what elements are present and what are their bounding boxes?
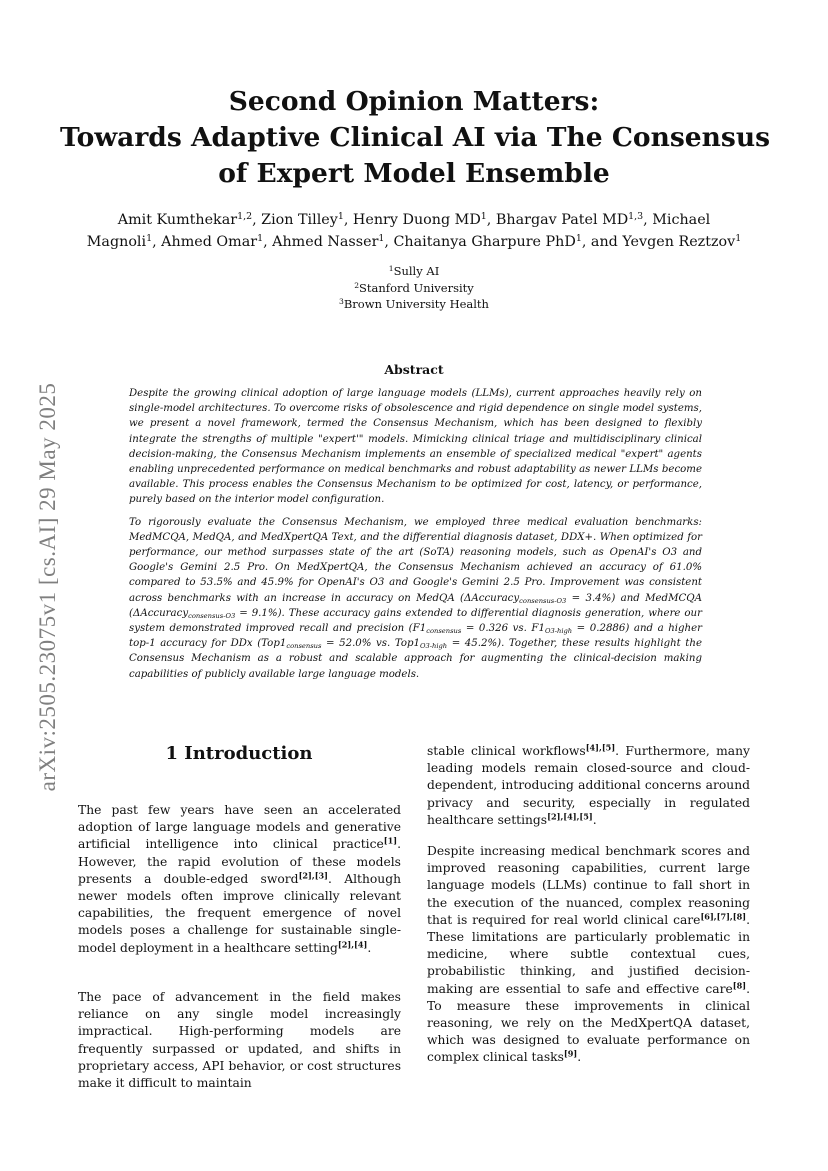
title-line-2: Towards Adaptive Clinical AI via The Consensus bbox=[60, 122, 771, 153]
abstract-paragraph-2: To rigorously evaluate the Consensus Mechanism, we employed three medical evaluation benchmarks: MedMCQA, MedQA, and MedXpertQA Text, and the differential diagnosis dataset, DDX+. When optimized for performance, our method surpasses state of the art (SoTA) reasoning models, such as OpenAI's O3 and Google's Gemini 2.5 Pro. On MedXpertQA, the Consensus Mechanism achieved an accuracy of 61.0% compared to 53.5% and 45.9% for OpenAI's O3 and Google's Gemini 2.5 Pro. Improvement was consistent across benchmarks with an increase in accuracy on MedQA (ΔAccuracy$_{consensus-O3}$ = 3.4%) and MedMCQA (ΔAccuracy$_{consensus-O3}$ = 9.1%). These accuracy gains extended to differential diagnosis generation, where our system demonstrated improved recall and precision ($F1_{consensus} = 0.326$ vs. $F1_{O3-high} = 0.2886$) and a higher top-1 accuracy for DDx ($Top1_{consensus} = 52.0\%$ vs. $Top1_{O3-high} = 45.2\%$). Together, these results highlight the Consensus Mechanism as a robust and scalable approach for augmenting the clinical-decision making capabilities of publicly available large language models. bbox=[129, 516, 703, 680]
affiliations bbox=[200, 263, 628, 313]
citation: [8] bbox=[732, 980, 747, 991]
title-line-3: of Expert Model Ensemble bbox=[218, 158, 610, 189]
citation: [1] bbox=[383, 835, 398, 846]
title-line-1: Second Opinion Matters: bbox=[228, 86, 600, 117]
section-heading-introduction: 1 Introduction bbox=[165, 743, 313, 764]
arxiv-identifier bbox=[34, 345, 62, 830]
paper-title bbox=[60, 84, 771, 192]
citation: [4],[5] bbox=[585, 742, 616, 753]
citation: [6],[7],[8] bbox=[700, 911, 747, 922]
author-line-2: Magnoli$^1$, Ahmed Omar$^1$, Ahmed Nasser$^1$, Chaitanya Gharpure PhD$^1$, and Yevgen Reztzov$^1$ bbox=[86, 232, 742, 250]
abstract-paragraph-1: Despite the growing clinical adoption of large language models (LLMs), current approaches heavily rely on single-model architectures. To overcome risks of obsolescence and rigid dependence on single model systems, we present a novel framework, termed the Consensus Mechanism, which has been designed to flexibly integrate the strengths of multiple "expert'" models. Mimicking clinical triage and multidisciplinary clinical decision-making, the Consensus Mechanism implements an ensemble of specialized medical "expert" agents enabling unprecedented performance on medical benchmarks and robust adaptability as newer LLMs become available. This process enables the Consensus Mechanism to be optimized for cost, latency, or performance, purely based on the interior model configuration. bbox=[129, 388, 702, 506]
citation: [9] bbox=[563, 1048, 578, 1059]
citation: [2],[4] bbox=[337, 939, 368, 950]
affiliation-2: $^2$Stanford University bbox=[354, 280, 474, 295]
intro-paragraph-3: stable clinical workflows[4],[5]. Furthermore, many leading models remain closed-source and cloud-dependent, introducing additional concerns around privacy and security, especially in regulated healthcare settings[2],[4],[5]. bbox=[427, 742, 750, 827]
affiliation-1: $^1$Sully AI bbox=[388, 263, 440, 278]
author-line-1: Amit Kumthekar$^{1,2}$, Zion Tilley$^1$, Henry Duong $MD^1$, Bhargav Patel MD$^{1,3}$, Michael bbox=[117, 210, 711, 228]
intro-paragraph-1: The past few years have seen an accelerated adoption of large language models and generative artificial intelligence into clinical practice[1]. However, the rapid evolution of these models presents a double-edged sword[2],[3]. Although newer models often improve clinically relevant capabilities, the frequent emergence of novel models poses a challenge for sustainable single-model deployment in a healthcare setting[2],[4]. bbox=[78, 803, 402, 955]
intro-paragraph-4: Despite increasing medical benchmark scores and improved reasoning capabilities, current large language models (LLMs) continue to fall short in the execution of the nuanced, complex reasoning that is required for real world clinical care[6],[7],[8]. These limitations are particularly problematic in medicine, where subtle contextual cues, probabilistic thinking, and justified decision-making are essential to safe and effective care[8]. To measure these improvements in clinical reasoning, we rely on the MedXpertQA dataset, which was designed to evaluate performance on complex clinical tasks[9]. bbox=[427, 844, 750, 1065]
affiliation-3: $^3$Brown University Health bbox=[339, 296, 489, 311]
author-list bbox=[60, 209, 768, 253]
abstract-body bbox=[129, 386, 702, 682]
citation: [2],[4],[5] bbox=[547, 811, 593, 822]
abstract-heading: Abstract bbox=[384, 362, 444, 377]
citation: [2],[3] bbox=[298, 870, 329, 881]
intro-paragraph-2: The pace of advancement in the field makes reliance on any single model increasingly impractical. High-performing models are frequently surpassed or updated, and shifts in proprietary access, API behavior, or cost structures make it difficult to maintain bbox=[78, 990, 401, 1091]
arxiv-identifier-text: arXiv:2505.23075v1 [cs.AI] 29 May 2025 bbox=[35, 382, 60, 792]
